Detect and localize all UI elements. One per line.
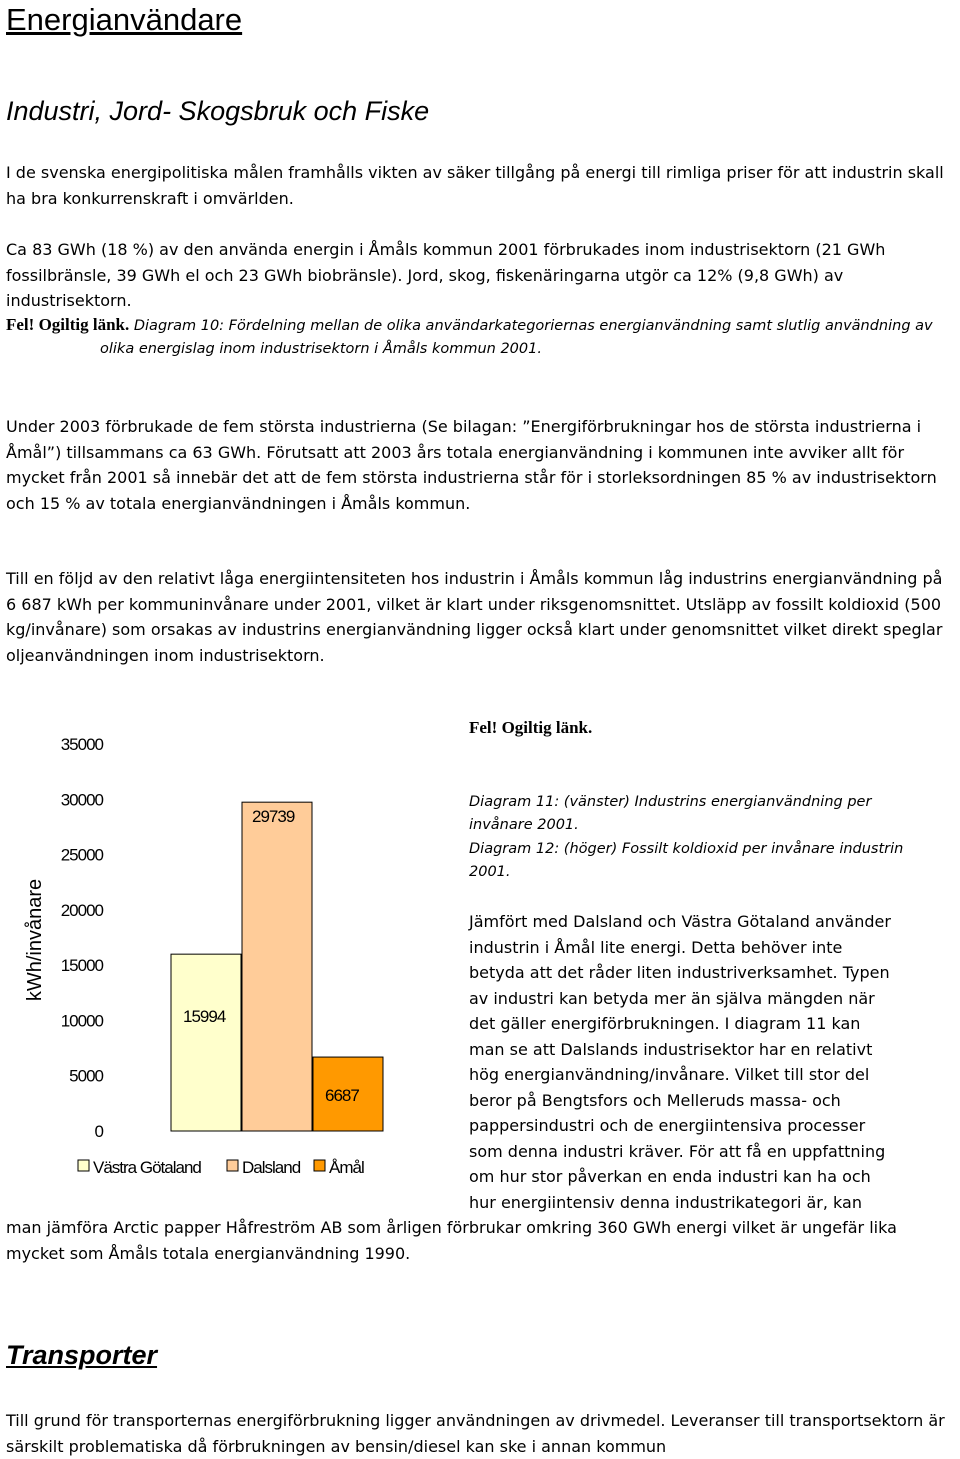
broken-link-error-right[interactable]: Fel! Ogiltig länk.	[469, 718, 593, 737]
y-tick-label: 15000	[60, 956, 103, 976]
legend-swatch	[78, 1160, 89, 1171]
text-line: man se att Dalslands industrisektor har en relativt	[469, 1039, 873, 1059]
text-line: det gäller energiförbrukningen. I diagram 11 kan	[469, 1014, 861, 1033]
y-tick-label: 0	[94, 1122, 103, 1141]
paragraph-comparison	[469, 909, 959, 1215]
broken-link-error[interactable]: Fel! Ogiltig länk.	[6, 315, 130, 334]
section-heading-industri: Industri, Jord- Skogsbruk och Fiske	[6, 96, 430, 126]
data-label: 29739	[252, 807, 295, 827]
text-line: industrin i Åmål lite energi. Detta behöver inte	[469, 937, 843, 957]
y-tick-label: 30000	[60, 790, 103, 810]
text-line: betyda att det råder liten industriverksamhet. Typen	[469, 963, 890, 982]
section-heading-transport: Transporter	[6, 1340, 158, 1370]
paragraph-goals: I de svenska energipolitiska målen framhålls vikten av säker tillgång på energi till rimliga priser för att industrin skall ha bra konkurrenskraft i omvärlden.	[6, 163, 944, 208]
y-tick-label: 5000	[69, 1066, 103, 1086]
caption-diagram-10	[6, 313, 956, 361]
caption-diagram-12: Diagram 12: (höger) Fossilt koldioxid per invånare industrin 2001.	[469, 841, 904, 880]
legend-label: Åmål	[329, 1158, 364, 1177]
data-label: 6687	[325, 1086, 359, 1106]
paragraph-energy-intensity: Till en följd av den relativt låga energiintensiteten hos industrin i Åmåls kommun låg industrins energianvändning på 6 687 kWh per kommuninvånare under 2001, vilket är klart under riksgenomsnittet. Utsläpp av fossilt koldioxid (500 kg/invånare) som orsakas av industrins energianvändning ligger också klart under genomsnittet vilket direkt speglar oljeanvändningen inom industrisektorn.	[6, 569, 943, 665]
caption-diagram-11: Diagram 11: (vänster) Industrins energianvändning per invånare 2001.	[469, 794, 872, 833]
legend-label: Västra Götaland	[93, 1158, 201, 1177]
y-tick-label: 35000	[60, 735, 103, 754]
text-line: hur energiintensiv denna industrikategori är, kan	[469, 1192, 862, 1212]
y-tick-label: 20000	[60, 900, 103, 920]
page-title: Energianvändare	[6, 2, 243, 37]
text-line: pappersindustri och de energiintensiva processer	[469, 1116, 866, 1135]
paragraph-transport: Till grund för transporternas energiförbrukning ligger användningen av drivmedel. Leveranser till transportsektorn är särskilt problematiska då förbrukningen av bensin/diesel kan ske i annan kommun	[6, 1411, 945, 1456]
legend-label: Dalsland	[242, 1158, 301, 1177]
data-label: 15994	[183, 1007, 226, 1027]
paragraph-largest-industries: Under 2003 förbrukade de fem största industrierna (Se bilagan: ”Energiförbrukningar hos de största industrierna i Åmål”) tillsammans ca 63 GWh. Förutsatt att 2003 års totala energianvändning i kommunen inte avviker allt för mycket från 2001 så innebär det att de fem största industrierna står för i storleksordningen 85 % av industrisektorn och 15 % av totala energianvändningen i Åmåls kommun.	[6, 417, 937, 513]
chart-diagram-11	[0, 720, 460, 1200]
bar-0	[171, 954, 241, 1131]
bar-chart-energy-per-capita	[0, 720, 460, 1200]
paragraph-comparison-end: man jämföra Arctic papper Håfreström AB som årligen förbrukar omkring 360 GWh energi vilket är ungefär lika mycket som Åmåls totala energianvändning 1990.	[6, 1218, 897, 1263]
text-line: beror på Bengtsfors och Melleruds massa- och	[469, 1090, 841, 1110]
text-line: Jämfört med Dalsland och Västra Götaland använder	[469, 912, 891, 931]
text-line: om hur stor påverkan en enda industri kan ha och	[469, 1167, 871, 1186]
text-line: av industri kan betyda mer än själva mängden när	[469, 988, 875, 1008]
y-axis-label: kWh/invånare	[24, 878, 46, 1002]
paragraph-industry-usage: Ca 83 GWh (18 %) av den använda energin i Åmåls kommun 2001 förbrukades inom industrisektorn (21 GWh fossilbränsle, 39 GWh el och 23 GWh biobränsle). Jord, skog, fiskenäringarna utgör ca 12% (9,8 GWh) av industrisektorn.	[6, 240, 886, 310]
legend-swatch	[314, 1160, 325, 1171]
bar-1	[242, 802, 312, 1131]
text-line: hög energianvändning/invånare. Vilket till stor del	[469, 1065, 870, 1084]
text-line: som denna industri kräver. För att få en uppfattning	[469, 1141, 886, 1161]
y-tick-label: 25000	[60, 845, 103, 865]
legend-swatch	[227, 1160, 238, 1171]
y-tick-label: 10000	[60, 1011, 103, 1031]
caption-diagram-10-text: Diagram 10: Fördelning mellan de olika användarkategoriernas energianvändning samt slutlig användning av olika energislag inom industrisektorn i Åmåls kommun 2001.	[100, 318, 933, 357]
